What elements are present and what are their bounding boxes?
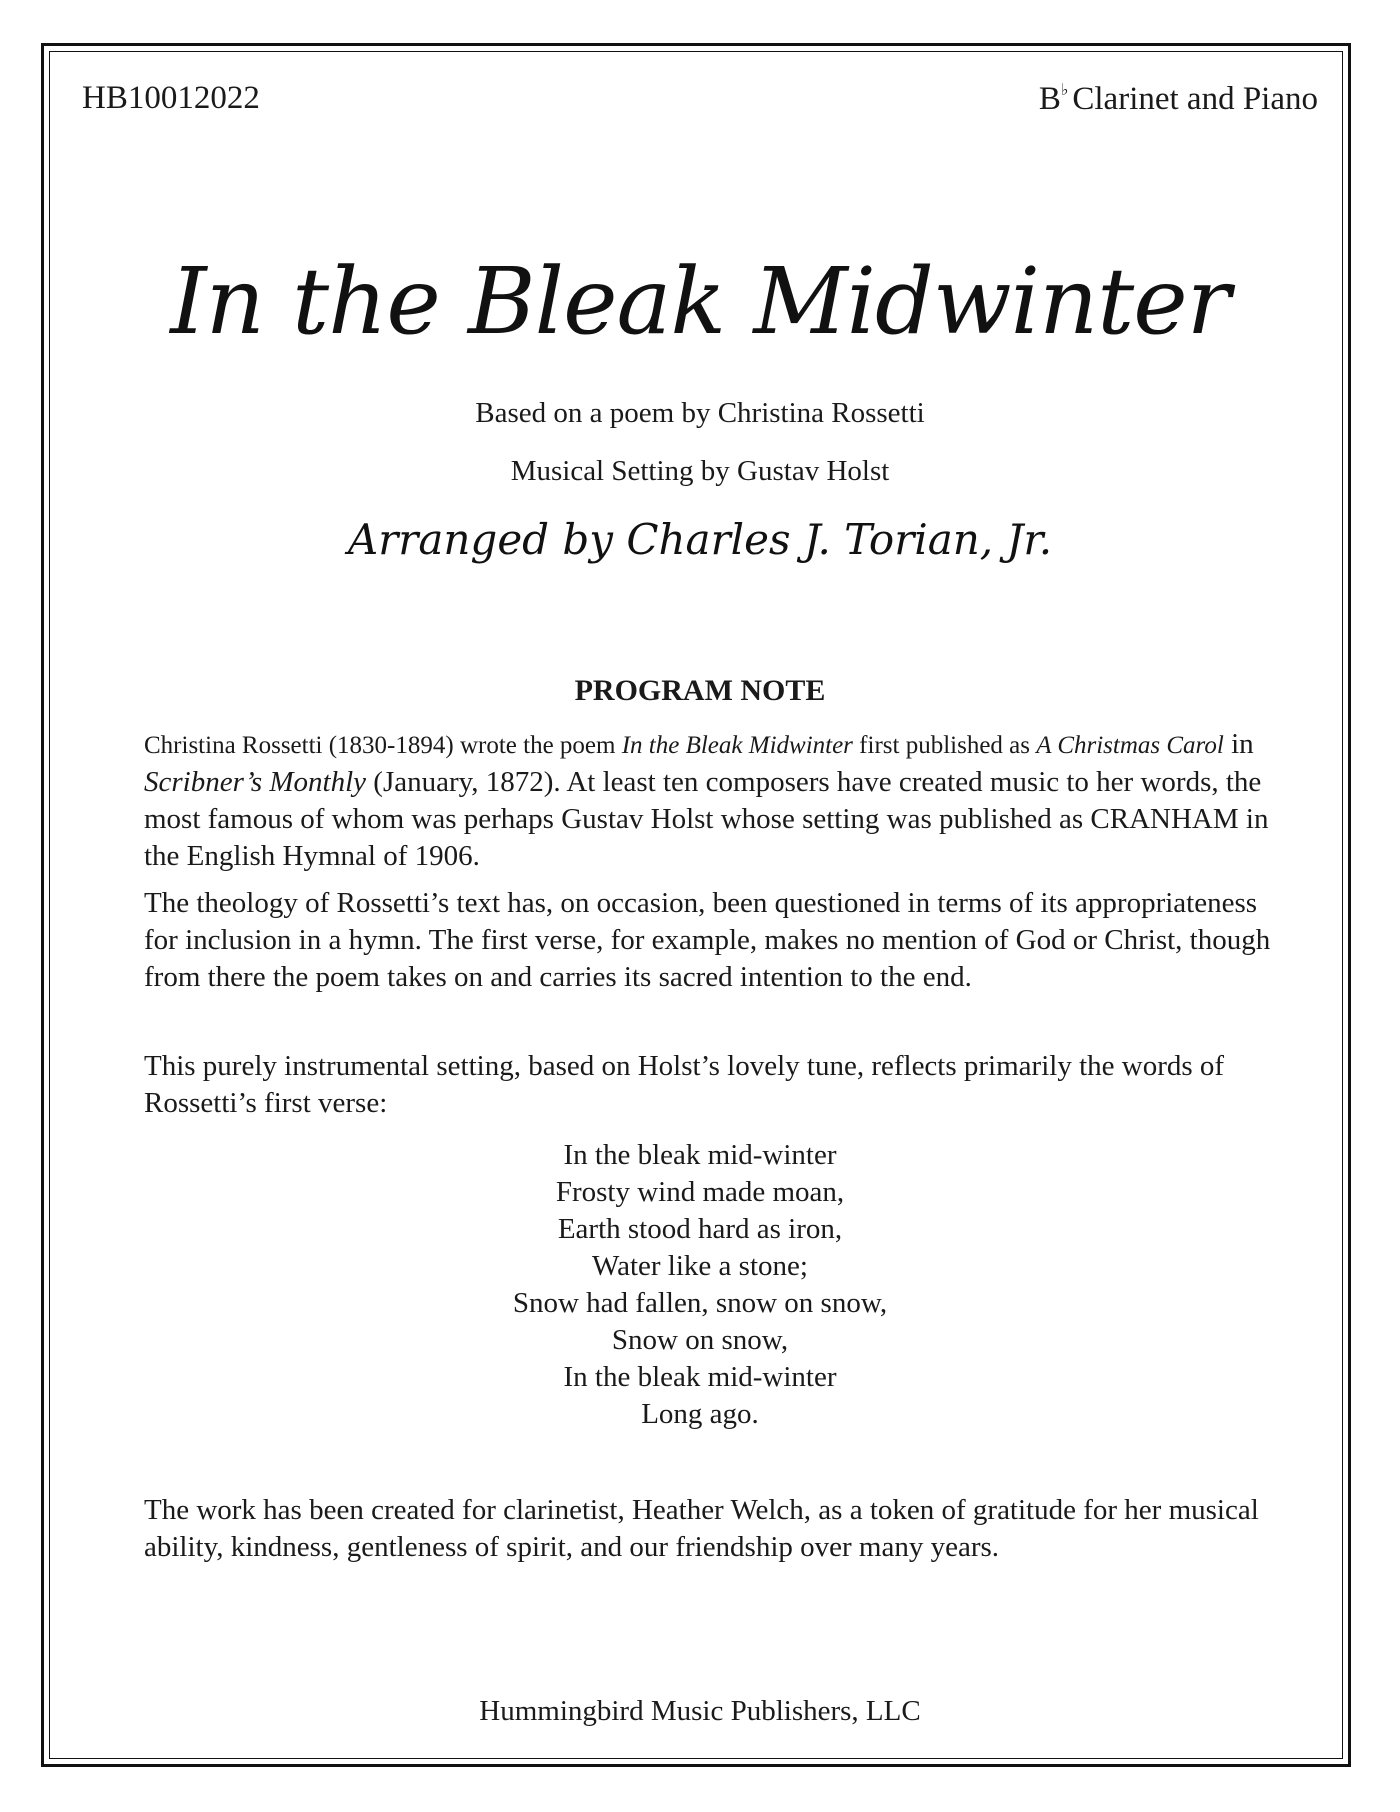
catalog-number: HB10012022 xyxy=(82,80,260,116)
p1-connector: first published as xyxy=(852,732,1037,759)
p1-original-title: A Christmas Carol xyxy=(1036,732,1224,759)
dedication-paragraph: The work has been created for clarinetist, Heather Welch, as a token of gratitude for her musical ability, kindness, gentleness of spirit, and our friendship over many years. xyxy=(144,1494,1259,1563)
verse-line: Water like a stone; xyxy=(592,1250,808,1282)
instrument-label: Clarinet and Piano xyxy=(1072,81,1318,117)
verse-line: In the bleak mid-winter xyxy=(563,1139,837,1171)
instrumentation xyxy=(1039,80,1318,118)
p1-intro: Christina Rossetti (1830-1894) wrote the poem xyxy=(144,732,622,759)
p1-in: in xyxy=(1223,728,1254,760)
verse-line: Long ago. xyxy=(641,1398,759,1430)
verse-line: In the bleak mid-winter xyxy=(563,1361,837,1393)
page-title: In the Bleak Midwinter xyxy=(170,248,1230,355)
program-note-heading: PROGRAM NOTE xyxy=(574,674,826,707)
program-note-paragraph-3: This purely instrumental setting, based on Holst’s lovely tune, reflects primarily the words of Rossetti’s first verse: xyxy=(144,1050,1225,1119)
p1-magazine: Scribner’s Monthly xyxy=(144,766,367,798)
arranger-credit: Arranged by Charles J. Torian, Jr. xyxy=(347,515,1053,564)
verse-line: Earth stood hard as iron, xyxy=(557,1213,843,1245)
flat-sign: ♭ xyxy=(1060,82,1069,99)
verse-line: Snow had fallen, snow on snow, xyxy=(512,1287,888,1319)
publisher-footer: Hummingbird Music Publishers, LLC xyxy=(479,1695,921,1727)
verse-line: Frosty wind made moan, xyxy=(555,1176,845,1208)
verse-line: Snow on snow, xyxy=(611,1324,789,1356)
program-note-paragraph-1 xyxy=(144,726,1284,875)
program-note-paragraph-2: The theology of Rossetti’s text has, on occasion, been questioned in terms of its appropriateness for inclusion in a hymn. The first verse, for example, makes no mention of God or Christ, though from there the poem takes on and carries its sacred intention to the end. xyxy=(144,887,1271,993)
poem-credit: Based on a poem by Christina Rossetti xyxy=(475,397,925,429)
p1-rest: (January, 1872). At least ten composers have created music to her words, the most famous of whom was perhaps Gustav Holst whose setting was published as CRANHAM in the English Hymnal of 1906. xyxy=(144,766,1269,872)
p1-poem-title: In the Bleak Midwinter xyxy=(621,732,853,759)
instrument-letter: B xyxy=(1038,81,1061,117)
setting-credit: Musical Setting by Gustav Holst xyxy=(510,455,890,487)
poem-verse xyxy=(0,1137,1400,1433)
